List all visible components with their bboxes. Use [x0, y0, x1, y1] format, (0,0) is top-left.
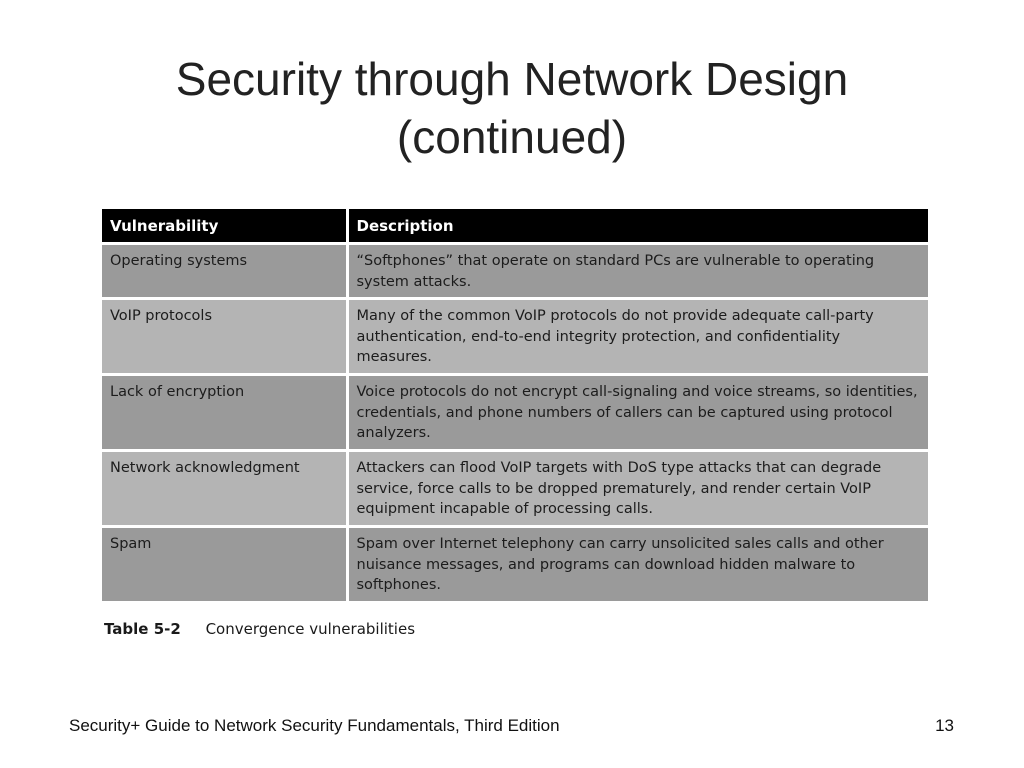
slide-title — [0, 50, 1024, 166]
table-caption-label: Table 5-2 — [104, 620, 181, 638]
footer-book-title: Security+ Guide to Network Security Fundamentals, Third Edition — [69, 716, 560, 735]
slide-number: 13 — [935, 716, 954, 735]
description-cell: Attackers can flood VoIP targets with DoS type attacks that can degrade service, force calls to be dropped prematurely, and render certain VoIP equipment incapable of processing calls. — [347, 451, 928, 527]
table-row — [102, 375, 928, 451]
slide-title-line-1: Security through Network Design — [175, 53, 849, 105]
table-row — [102, 527, 928, 603]
vulnerability-cell: Network acknowledgment — [102, 451, 347, 527]
column-header-vulnerability: Vulnerability — [102, 209, 347, 244]
vulnerability-table-container — [102, 209, 928, 604]
vulnerability-cell: Operating systems — [102, 244, 347, 299]
table-caption-text: Convergence vulnerabilities — [205, 620, 416, 638]
vulnerability-table — [102, 209, 928, 604]
vulnerability-cell: VoIP protocols — [102, 299, 347, 375]
slide-title-line-2: (continued) — [396, 111, 628, 163]
table-row — [102, 451, 928, 527]
table-row — [102, 244, 928, 299]
description-cell: Voice protocols do not encrypt call-signaling and voice streams, so identities, credentials, and phone numbers of callers can be captured using protocol analyzers. — [347, 375, 928, 451]
description-cell: Spam over Internet telephony can carry unsolicited sales calls and other nuisance messages, and programs can download hidden malware to softphones. — [347, 527, 928, 603]
table-header-row — [102, 209, 928, 244]
table-caption — [104, 620, 415, 638]
description-cell: Many of the common VoIP protocols do not provide adequate call-party authentication, end-to-end integrity protection, and confidentiality measures. — [347, 299, 928, 375]
vulnerability-cell: Spam — [102, 527, 347, 603]
vulnerability-cell: Lack of encryption — [102, 375, 347, 451]
table-row — [102, 299, 928, 375]
column-header-description: Description — [347, 209, 928, 244]
description-cell: “Softphones” that operate on standard PCs are vulnerable to operating system attacks. — [347, 244, 928, 299]
